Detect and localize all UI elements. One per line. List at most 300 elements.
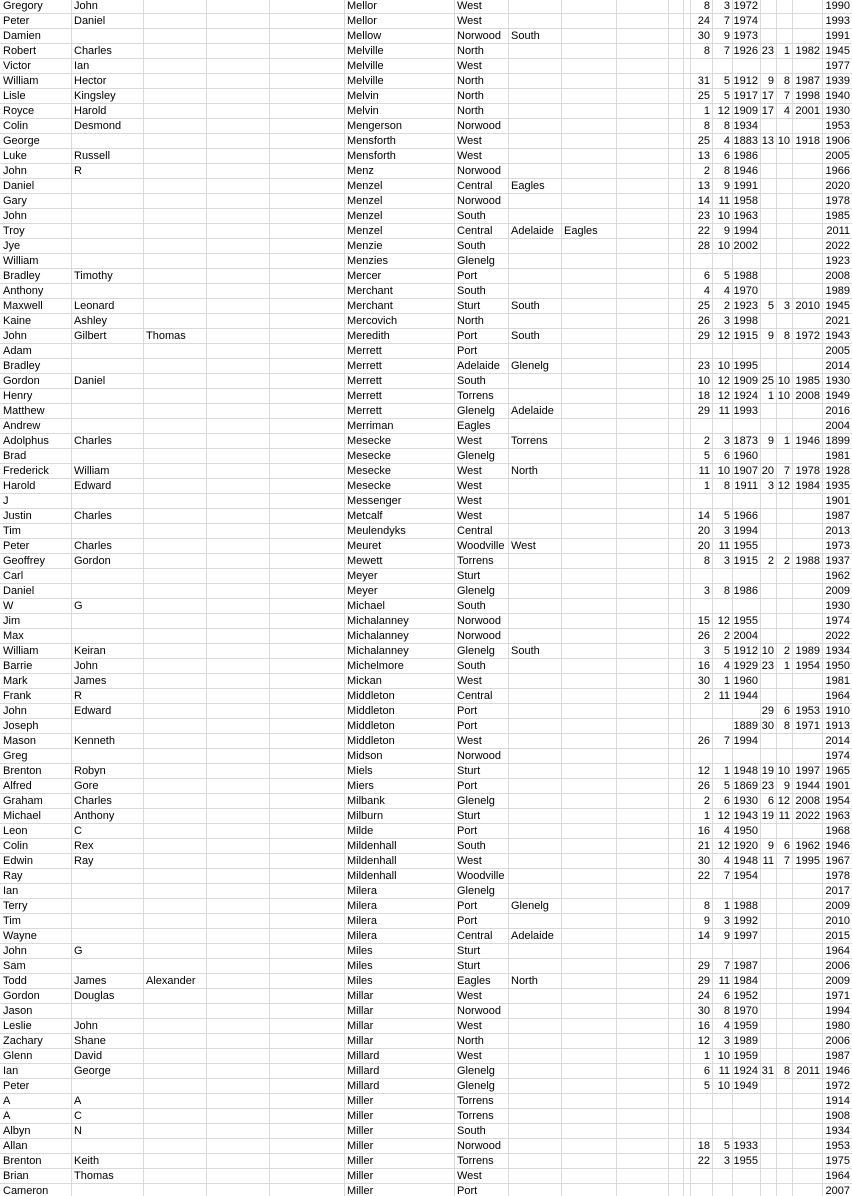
cell-club-2[interactable]: West	[511, 540, 536, 552]
cell-debut-year[interactable]: 1980	[825, 1020, 850, 1032]
cell-birth-year[interactable]: 1869	[733, 780, 758, 792]
cell-third-name[interactable]	[143, 599, 206, 613]
cell-first-name[interactable]: Edwin	[3, 855, 33, 867]
cell-birth-month[interactable]: 8	[723, 1005, 730, 1017]
cell-death-year[interactable]: 1971	[795, 720, 820, 732]
cell-death-month[interactable]	[776, 989, 792, 1003]
cell-third-name[interactable]	[143, 509, 206, 523]
cell-club-2[interactable]: South	[511, 330, 540, 342]
cell-death-year[interactable]: 1988	[795, 555, 820, 567]
cell-club-2[interactable]	[508, 59, 561, 73]
cell-birth-year[interactable]: 1943	[733, 810, 758, 822]
cell-death-year[interactable]	[792, 119, 822, 133]
cell-surname[interactable]: Miller	[347, 1140, 374, 1152]
cell-debut-year[interactable]: 1990	[825, 0, 850, 12]
cell-second-name[interactable]	[71, 869, 143, 883]
cell-first-name[interactable]: Peter	[3, 15, 30, 27]
cell-death-year[interactable]: 2001	[795, 105, 820, 117]
cell-third-name[interactable]	[143, 1049, 206, 1063]
cell-death-month[interactable]: 6	[783, 840, 790, 852]
cell-surname[interactable]: Miller	[347, 1110, 374, 1122]
cell-death-day[interactable]: 9	[767, 435, 774, 447]
cell-first-name[interactable]: Ian	[3, 1065, 19, 1077]
cell-surname[interactable]: Mellow	[347, 30, 382, 42]
cell-club-1[interactable]: West	[457, 855, 482, 867]
cell-club-2[interactable]	[508, 239, 561, 253]
cell-first-name[interactable]: Damien	[3, 30, 41, 42]
cell-debut-year[interactable]: 1953	[825, 1140, 850, 1152]
cell-first-name[interactable]: Zachary	[3, 1035, 43, 1047]
cell-surname[interactable]: Milbank	[347, 795, 385, 807]
cell-club-1[interactable]: West	[457, 465, 482, 477]
cell-club-3[interactable]	[561, 554, 616, 568]
cell-club-3[interactable]	[561, 854, 616, 868]
cell-club-2[interactable]	[508, 794, 561, 808]
cell-debut-year[interactable]: 1953	[825, 120, 850, 132]
cell-surname[interactable]: Merchant	[347, 300, 393, 312]
cell-first-name[interactable]: Jye	[3, 240, 21, 252]
cell-birth-month[interactable]: 5	[723, 780, 730, 792]
cell-birth-year[interactable]: 1998	[733, 315, 758, 327]
cell-club-2[interactable]	[508, 74, 561, 88]
cell-club-1[interactable]: North	[457, 1035, 484, 1047]
cell-birth-day[interactable]: 25	[697, 135, 710, 147]
cell-club-1[interactable]: Norwood	[457, 120, 502, 132]
cell-debut-year[interactable]: 1943	[825, 330, 850, 342]
cell-club-1[interactable]: West	[457, 735, 482, 747]
cell-second-name[interactable]: C	[74, 1110, 82, 1122]
cell-birth-year[interactable]: 1970	[733, 1005, 758, 1017]
cell-club-2[interactable]	[508, 944, 561, 958]
cell-death-month[interactable]	[776, 1139, 792, 1153]
cell-third-name[interactable]	[143, 524, 206, 538]
cell-birth-year[interactable]: 1920	[733, 840, 758, 852]
cell-club-2[interactable]	[508, 1169, 561, 1183]
cell-club-1[interactable]: Adelaide	[457, 360, 500, 372]
cell-death-month[interactable]	[776, 494, 792, 508]
cell-third-name[interactable]	[143, 1019, 206, 1033]
cell-third-name[interactable]: Alexander	[146, 975, 196, 987]
cell-club-3[interactable]	[561, 764, 616, 778]
cell-debut-year[interactable]: 2010	[825, 915, 850, 927]
cell-death-month[interactable]	[776, 1049, 792, 1063]
cell-surname[interactable]: Metcalf	[347, 510, 383, 522]
cell-third-name[interactable]	[143, 1154, 206, 1168]
cell-second-name[interactable]: Charles	[74, 795, 112, 807]
cell-birth-day[interactable]	[690, 59, 712, 73]
cell-birth-year[interactable]: 1924	[733, 390, 758, 402]
cell-birth-day[interactable]: 29	[697, 330, 710, 342]
cell-first-name[interactable]: William	[3, 255, 39, 267]
cell-birth-year[interactable]: 1995	[733, 360, 758, 372]
cell-birth-day[interactable]: 8	[703, 0, 710, 12]
cell-death-year[interactable]	[792, 404, 822, 418]
cell-birth-month[interactable]: 5	[723, 90, 730, 102]
cell-first-name[interactable]: Brad	[3, 450, 27, 462]
cell-club-2[interactable]	[508, 1019, 561, 1033]
cell-third-name[interactable]	[143, 539, 206, 553]
cell-birth-day[interactable]: 20	[697, 540, 710, 552]
cell-third-name[interactable]	[143, 1004, 206, 1018]
cell-birth-year[interactable]: 1944	[733, 690, 758, 702]
cell-second-name[interactable]: Daniel	[74, 375, 106, 387]
cell-birth-year[interactable]	[732, 1094, 760, 1108]
cell-club-3[interactable]	[561, 389, 616, 403]
cell-death-year[interactable]	[792, 254, 822, 268]
cell-third-name[interactable]	[143, 1169, 206, 1183]
cell-club-2[interactable]	[508, 389, 561, 403]
cell-third-name[interactable]	[143, 479, 206, 493]
cell-club-1[interactable]: Torrens	[457, 1155, 494, 1167]
cell-club-2[interactable]	[508, 614, 561, 628]
cell-third-name[interactable]	[143, 584, 206, 598]
cell-birth-year[interactable]: 1883	[733, 135, 758, 147]
cell-third-name[interactable]	[143, 134, 206, 148]
cell-birth-day[interactable]	[690, 1169, 712, 1183]
cell-death-month[interactable]: 1	[783, 660, 790, 672]
cell-surname[interactable]: Midson	[347, 750, 383, 762]
cell-birth-year[interactable]: 1912	[733, 645, 758, 657]
cell-debut-year[interactable]: 1989	[825, 285, 850, 297]
cell-second-name[interactable]	[71, 1079, 143, 1093]
cell-death-day[interactable]	[760, 674, 776, 688]
cell-surname[interactable]: Mensforth	[347, 135, 396, 147]
cell-third-name[interactable]	[143, 464, 206, 478]
cell-first-name[interactable]: Glenn	[3, 1050, 33, 1062]
cell-club-1[interactable]: Sturt	[457, 570, 481, 582]
cell-death-month[interactable]	[776, 179, 792, 193]
cell-death-year[interactable]	[792, 314, 822, 328]
cell-birth-day[interactable]: 13	[697, 180, 710, 192]
cell-second-name[interactable]: Gore	[74, 780, 99, 792]
cell-club-2[interactable]	[508, 1124, 561, 1138]
cell-club-2[interactable]	[508, 494, 561, 508]
cell-birth-year[interactable]	[732, 1169, 760, 1183]
cell-birth-day[interactable]: 3	[703, 645, 710, 657]
cell-first-name[interactable]: Sam	[3, 960, 26, 972]
cell-death-month[interactable]: 12	[777, 480, 790, 492]
cell-surname[interactable]: Merrett	[347, 345, 382, 357]
cell-debut-year[interactable]: 1949	[825, 390, 850, 402]
cell-debut-year[interactable]: 2014	[825, 735, 850, 747]
cell-club-1[interactable]: Norwood	[457, 615, 502, 627]
cell-death-year[interactable]	[792, 209, 822, 223]
cell-second-name[interactable]	[71, 254, 143, 268]
cell-second-name[interactable]: William	[74, 465, 110, 477]
cell-birth-day[interactable]: 31	[697, 75, 710, 87]
cell-death-month[interactable]	[776, 284, 792, 298]
cell-birth-day[interactable]	[690, 944, 712, 958]
cell-first-name[interactable]: John	[3, 210, 27, 222]
cell-club-3[interactable]	[561, 824, 616, 838]
cell-death-day[interactable]	[760, 404, 776, 418]
cell-birth-month[interactable]: 3	[723, 915, 730, 927]
cell-death-year[interactable]	[792, 899, 822, 913]
cell-third-name[interactable]	[143, 0, 206, 13]
cell-debut-year[interactable]: 1901	[825, 780, 850, 792]
cell-death-year[interactable]	[792, 539, 822, 553]
cell-third-name[interactable]	[143, 374, 206, 388]
cell-first-name[interactable]: Frank	[3, 690, 32, 702]
cell-death-year[interactable]	[792, 599, 822, 613]
cell-surname[interactable]: Milde	[347, 825, 374, 837]
cell-surname[interactable]: Michalanney	[347, 630, 409, 642]
cell-debut-year[interactable]: 1987	[825, 1050, 850, 1062]
cell-death-day[interactable]	[760, 239, 776, 253]
cell-debut-year[interactable]: 1993	[825, 15, 850, 27]
cell-birth-day[interactable]: 30	[697, 675, 710, 687]
cell-first-name[interactable]: Gordon	[3, 990, 40, 1002]
cell-surname[interactable]: Meredith	[347, 330, 390, 342]
cell-death-year[interactable]: 1987	[795, 75, 820, 87]
cell-club-1[interactable]: Port	[457, 270, 478, 282]
cell-club-2[interactable]	[508, 749, 561, 763]
cell-debut-year[interactable]: 1994	[825, 1005, 850, 1017]
cell-birth-day[interactable]: 5	[703, 1080, 710, 1092]
cell-surname[interactable]: Menzel	[347, 225, 383, 237]
cell-death-year[interactable]	[792, 1184, 822, 1196]
cell-death-month[interactable]	[776, 929, 792, 943]
cell-debut-year[interactable]: 2014	[825, 360, 850, 372]
cell-debut-year[interactable]: 1923	[825, 255, 850, 267]
cell-birth-year[interactable]: 1930	[733, 795, 758, 807]
cell-third-name[interactable]	[143, 404, 206, 418]
cell-death-month[interactable]	[776, 884, 792, 898]
cell-debut-year[interactable]: 1934	[825, 1125, 850, 1137]
cell-death-month[interactable]: 7	[783, 90, 790, 102]
cell-first-name[interactable]: Gary	[3, 195, 27, 207]
cell-third-name[interactable]	[143, 74, 206, 88]
cell-third-name[interactable]	[143, 959, 206, 973]
cell-third-name[interactable]	[143, 1139, 206, 1153]
cell-death-day[interactable]	[760, 524, 776, 538]
cell-birth-month[interactable]: 12	[717, 105, 730, 117]
cell-birth-day[interactable]: 1	[703, 1050, 710, 1062]
cell-birth-year[interactable]: 1988	[733, 900, 758, 912]
cell-second-name[interactable]: Gordon	[74, 555, 111, 567]
cell-death-day[interactable]	[760, 1169, 776, 1183]
cell-second-name[interactable]: Anthony	[74, 810, 115, 822]
cell-third-name[interactable]	[143, 419, 206, 433]
cell-birth-year[interactable]: 1873	[733, 435, 758, 447]
cell-first-name[interactable]: Gregory	[3, 0, 43, 12]
cell-third-name[interactable]	[143, 389, 206, 403]
cell-birth-month[interactable]	[712, 254, 732, 268]
cell-first-name[interactable]: Mark	[3, 675, 28, 687]
cell-death-day[interactable]	[760, 1109, 776, 1123]
cell-club-3[interactable]	[561, 14, 616, 28]
cell-death-month[interactable]: 12	[777, 795, 790, 807]
cell-birth-day[interactable]: 18	[697, 1140, 710, 1152]
cell-debut-year[interactable]: 2022	[825, 240, 850, 252]
cell-club-1[interactable]: Central	[457, 180, 493, 192]
cell-first-name[interactable]: Allan	[3, 1140, 28, 1152]
cell-first-name[interactable]: Kaine	[3, 315, 32, 327]
cell-birth-month[interactable]: 8	[723, 120, 730, 132]
cell-club-2[interactable]	[508, 44, 561, 58]
cell-club-3[interactable]	[561, 494, 616, 508]
cell-death-month[interactable]	[776, 269, 792, 283]
cell-death-day[interactable]	[760, 629, 776, 643]
cell-birth-month[interactable]	[712, 704, 732, 718]
cell-club-1[interactable]: Norwood	[457, 165, 502, 177]
cell-second-name[interactable]	[71, 1184, 143, 1196]
cell-birth-day[interactable]: 1	[703, 105, 710, 117]
cell-club-2[interactable]	[508, 1004, 561, 1018]
cell-birth-day[interactable]: 30	[697, 1005, 710, 1017]
cell-third-name[interactable]	[143, 794, 206, 808]
cell-birth-month[interactable]	[712, 749, 732, 763]
cell-surname[interactable]: Menzel	[347, 180, 383, 192]
cell-club-1[interactable]: Port	[457, 720, 478, 732]
cell-death-year[interactable]	[792, 0, 822, 13]
cell-death-year[interactable]: 1944	[795, 780, 820, 792]
cell-club-1[interactable]: Torrens	[457, 1110, 494, 1122]
cell-club-2[interactable]	[508, 674, 561, 688]
cell-death-year[interactable]	[792, 974, 822, 988]
cell-birth-month[interactable]: 11	[718, 540, 730, 552]
cell-surname[interactable]: Melville	[347, 60, 384, 72]
cell-club-1[interactable]: Port	[457, 900, 478, 912]
cell-death-month[interactable]: 8	[783, 75, 790, 87]
cell-death-month[interactable]	[776, 1034, 792, 1048]
cell-surname[interactable]: Milera	[347, 885, 377, 897]
cell-second-name[interactable]	[71, 584, 143, 598]
cell-first-name[interactable]: George	[3, 135, 40, 147]
cell-club-1[interactable]: West	[457, 495, 482, 507]
cell-surname[interactable]: Miles	[347, 945, 373, 957]
cell-club-3[interactable]	[561, 359, 616, 373]
cell-second-name[interactable]	[71, 524, 143, 538]
cell-birth-day[interactable]: 15	[697, 615, 710, 627]
cell-club-3[interactable]	[561, 119, 616, 133]
cell-club-2[interactable]	[508, 254, 561, 268]
cell-second-name[interactable]: Robyn	[74, 765, 106, 777]
cell-third-name[interactable]	[143, 1094, 206, 1108]
cell-first-name[interactable]: Tim	[3, 525, 21, 537]
cell-club-3[interactable]	[561, 0, 616, 13]
cell-birth-year[interactable]: 1988	[733, 270, 758, 282]
cell-third-name[interactable]	[143, 749, 206, 763]
cell-birth-month[interactable]: 6	[723, 450, 730, 462]
cell-birth-month[interactable]: 4	[723, 285, 730, 297]
cell-death-month[interactable]	[776, 1169, 792, 1183]
cell-debut-year[interactable]: 2022	[825, 630, 850, 642]
cell-death-day[interactable]	[760, 824, 776, 838]
cell-second-name[interactable]: David	[74, 1050, 103, 1062]
cell-club-3[interactable]	[561, 1034, 616, 1048]
cell-first-name[interactable]: Tim	[3, 915, 21, 927]
cell-second-name[interactable]: C	[74, 825, 82, 837]
cell-birth-month[interactable]: 4	[723, 135, 730, 147]
cell-first-name[interactable]: Ray	[3, 870, 23, 882]
cell-club-3[interactable]	[561, 839, 616, 853]
cell-death-month[interactable]	[776, 1154, 792, 1168]
cell-club-1[interactable]: South	[457, 285, 486, 297]
cell-second-name[interactable]	[71, 419, 143, 433]
cell-surname[interactable]: Merchant	[347, 285, 393, 297]
cell-club-1[interactable]: West	[457, 675, 482, 687]
cell-birth-day[interactable]: 16	[697, 825, 710, 837]
cell-death-year[interactable]: 1972	[795, 330, 820, 342]
cell-club-1[interactable]: Glenelg	[457, 795, 495, 807]
cell-death-day[interactable]: 31	[761, 1065, 774, 1077]
cell-first-name[interactable]: Wayne	[3, 930, 37, 942]
cell-club-3[interactable]	[561, 194, 616, 208]
cell-club-3[interactable]	[561, 749, 616, 763]
cell-death-year[interactable]: 1982	[795, 45, 820, 57]
cell-surname[interactable]: Miller	[347, 1185, 374, 1196]
cell-club-1[interactable]: South	[457, 1125, 486, 1137]
cell-second-name[interactable]	[71, 884, 143, 898]
cell-birth-day[interactable]: 29	[697, 960, 710, 972]
cell-birth-day[interactable]: 29	[697, 975, 710, 987]
cell-third-name[interactable]	[143, 494, 206, 508]
cell-birth-day[interactable]: 9	[703, 915, 710, 927]
cell-club-3[interactable]	[561, 1124, 616, 1138]
cell-first-name[interactable]: Royce	[3, 105, 35, 117]
cell-birth-day[interactable]	[690, 1094, 712, 1108]
cell-club-3[interactable]	[561, 539, 616, 553]
cell-club-3[interactable]	[561, 1079, 616, 1093]
cell-death-month[interactable]: 10	[777, 390, 790, 402]
cell-club-3[interactable]	[561, 869, 616, 883]
cell-first-name[interactable]: Daniel	[3, 180, 35, 192]
cell-birth-month[interactable]	[712, 1109, 732, 1123]
cell-birth-year[interactable]	[732, 1124, 760, 1138]
cell-club-2[interactable]: Glenelg	[511, 900, 549, 912]
cell-debut-year[interactable]: 2015	[825, 930, 850, 942]
cell-death-month[interactable]	[776, 1019, 792, 1033]
cell-birth-day[interactable]: 4	[703, 285, 710, 297]
cell-third-name[interactable]	[143, 674, 206, 688]
cell-first-name[interactable]: Leslie	[3, 1020, 32, 1032]
cell-third-name[interactable]	[143, 314, 206, 328]
cell-death-day[interactable]	[760, 899, 776, 913]
cell-first-name[interactable]: Bradley	[3, 270, 41, 282]
cell-death-year[interactable]	[792, 494, 822, 508]
cell-third-name[interactable]	[143, 989, 206, 1003]
cell-club-2[interactable]: Torrens	[511, 435, 548, 447]
cell-death-year[interactable]: 1962	[795, 840, 820, 852]
cell-debut-year[interactable]: 1981	[825, 675, 850, 687]
cell-death-year[interactable]: 2008	[795, 390, 820, 402]
cell-first-name[interactable]: Peter	[3, 1080, 30, 1092]
cell-birth-year[interactable]	[732, 59, 760, 73]
cell-third-name[interactable]	[143, 839, 206, 853]
cell-club-2[interactable]	[508, 659, 561, 673]
cell-debut-year[interactable]: 2011	[826, 225, 850, 237]
cell-club-2[interactable]	[508, 314, 561, 328]
cell-death-month[interactable]: 10	[777, 765, 790, 777]
cell-surname[interactable]: Melville	[347, 45, 384, 57]
cell-death-month[interactable]	[776, 59, 792, 73]
cell-surname[interactable]: Milera	[347, 930, 377, 942]
cell-second-name[interactable]: Kingsley	[74, 90, 116, 102]
cell-club-3[interactable]	[561, 809, 616, 823]
cell-first-name[interactable]: William	[3, 645, 39, 657]
cell-second-name[interactable]	[71, 194, 143, 208]
cell-death-month[interactable]: 4	[783, 105, 790, 117]
cell-second-name[interactable]: John	[74, 660, 98, 672]
cell-death-day[interactable]	[760, 734, 776, 748]
cell-birth-day[interactable]: 25	[697, 90, 710, 102]
cell-death-day[interactable]: 10	[761, 645, 774, 657]
cell-death-year[interactable]: 1954	[795, 660, 820, 672]
cell-birth-day[interactable]: 12	[697, 765, 710, 777]
cell-birth-day[interactable]: 26	[697, 780, 710, 792]
cell-third-name[interactable]	[143, 779, 206, 793]
